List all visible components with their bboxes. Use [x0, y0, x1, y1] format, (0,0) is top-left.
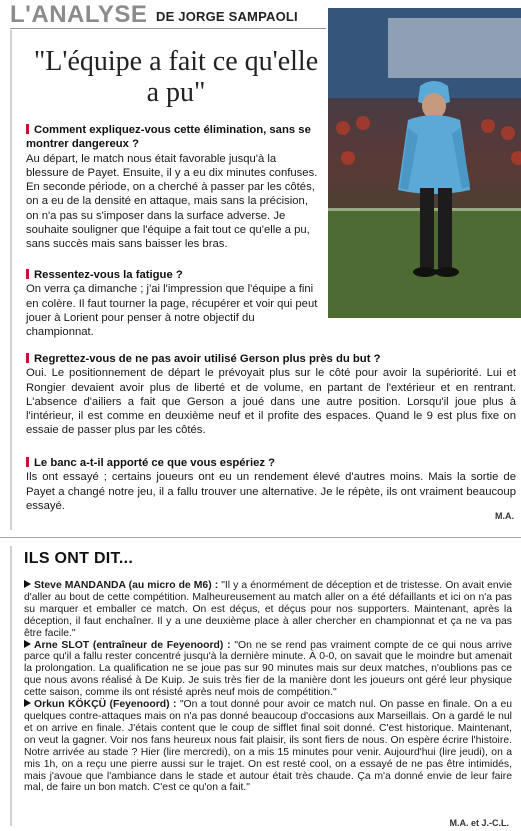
question-marker: [26, 124, 29, 134]
section-title: L'ANALYSE: [10, 1, 148, 28]
question-1-text: Comment expliquez-vous cette élimination, sans se montrer dangereux ?: [26, 124, 311, 151]
question-4: [26, 456, 516, 470]
coach-photo-illustration: [328, 8, 521, 318]
quote-text: "Il y a énormément de déception et de tristesse. On avait envie d'aller au bout de cette compétition. Malheureusement au match aller on a été défaillants et ici on n'a pas su marquer et emballer ce match. On est déçus, et déçus pour nos supporters. Maintenant, après la déception, il faut enchaîner. Il y a une deuxième place à aller chercher en championnat et ça ne va pas être facile.": [24, 580, 512, 639]
qa-block-3: [26, 352, 516, 438]
quotes-body: [24, 580, 512, 794]
headline: "L'équipe a fait ce qu'elle a pu": [33, 46, 319, 108]
arrow-right-icon: [24, 699, 31, 707]
answer-3: Oui. Le positionnement de départ le prévoyait plus sur le côté pour avoir la supériorité. Lui et Rongier devaient avoir plus de liberté et de volume, en partant de l'extérieur et en rentrant. L'absence d'ailiers a fait que Gerson a joué dans une autre position. Lorsqu'il joue plus à l'intérieur, il est comme en deuxième neuf et il profite des espaces. Quand le 9 est plus fixe on essaie de passer plus par les côtés.: [26, 367, 516, 437]
quote-item-slot: [24, 640, 512, 700]
question-4-text: Le banc a-t-il apporté ce que vous espériez ?: [34, 457, 276, 469]
qa-block-4: [26, 456, 516, 513]
question-2-text: Ressentez-vous la fatigue ?: [34, 269, 183, 281]
qa-block-1: [26, 123, 322, 252]
quote-text: "On ne se rend pas vraiment compte de ce qui nous arrive parce qu'il a fallu rester concentré jusqu'à la dernière minute. À 0-0, on savait que le moindre but amenait la prolongation. La qualification ne se joue pas sur 90 minutes mais sur deux matches, n'oublions pas ce que nous avons réalisé à De Kuip. Je suis très fier de la manière dont les joueurs ont géré leur physique cette saison, comme ils ont résisté après neuf mois de compétition.": [24, 639, 512, 699]
interview-article: [10, 30, 521, 530]
question-3: [26, 352, 516, 366]
question-marker: [26, 269, 29, 279]
question-1: [26, 123, 322, 152]
question-3-text: Regrettez-vous de ne pas avoir utilisé Gerson plus près du but ?: [34, 353, 381, 365]
quote-item-mandanda: [24, 580, 512, 640]
quote-speaker: Arne SLOT (entraîneur de Feyenoord) :: [34, 639, 231, 651]
quotes-title: ILS ONT DIT...: [24, 550, 134, 567]
quotes-signature: M.A. et J.-C.L.: [449, 818, 509, 828]
article-signature: M.A.: [495, 511, 514, 521]
question-2: [26, 268, 322, 282]
question-marker: [26, 353, 29, 363]
arrow-right-icon: [24, 640, 31, 648]
answer-2: On verra ça dimanche ; j'ai l'impression que l'équipe a fini en colère. Il faut tourner la page, récupérer et voir qui peut jouer à Lorient pour penser à notre objectif du championnat.: [26, 283, 318, 339]
quote-text: "On a tout donné pour avoir ce match nul. On passe en finale. On a eu quelques contre-attaques mais on n'a pas donné beaucoup d'occasions aux Marseillais. On a gardé le nul et on arrive en finale. J'étais content que le coup de sifflet final soit donné. C'est historique. Maintenant, on veut la gagner. Voir nos fans heureux nous fait plaisir, ils sont fiers de nous. On espère écrire l'histoire. Notre arrivée au stade ? Hier (lire mercredi), on a mis 15 minutes pour venir. Aujourd'hui (lire jeudi), on a mis 1h, on a reçu une pierre aussi sur le trajet. On est resté cool, on a essayé de ne pas être intimidés, mais j'avoue que l'ambiance dans le stade et autour était très chaude. Ça m'a donné envie de leur faire mal, de faire un bon match. C'est ce qu'on a fait.": [24, 699, 512, 794]
quote-item-kokcu: [24, 699, 512, 794]
header-rule: [10, 28, 326, 29]
quote-speaker: Steve MANDANDA (au micro de M6) :: [34, 580, 219, 591]
quotes-section: [10, 546, 517, 826]
question-marker: [26, 457, 29, 467]
section-byline: DE JORGE SAMPAOLI: [156, 9, 298, 24]
coach-photo: [328, 8, 521, 318]
section-divider: [0, 537, 521, 538]
answer-1: Au départ, le match nous était favorable jusqu'à la blessure de Payet. Ensuite, il y a eu dix minutes confuses. En seconde période, on a cherché à passer par les côtés, on a eu de la densité en attaque, mais sans la précision, on n'a pas su s'imposer dans la surface adverse. Je souhaite souligner que l'équipe a fait tout ce qu'elle a pu, sans succès mais sans baisser les bras.: [26, 152, 318, 251]
qa-block-2: [26, 268, 322, 339]
arrow-right-icon: [24, 580, 31, 588]
quote-speaker: Orkun KÖKÇÜ (Feyenoord) :: [34, 699, 177, 711]
answer-4: Ils ont essayé ; certains joueurs ont eu un rendement élevé d'autres moins. Mais la sortie de Payet a changé notre jeu, il a fallu trouver une alternative. Je le répète, ils ont vraiment beaucoup essayé.: [26, 471, 516, 512]
